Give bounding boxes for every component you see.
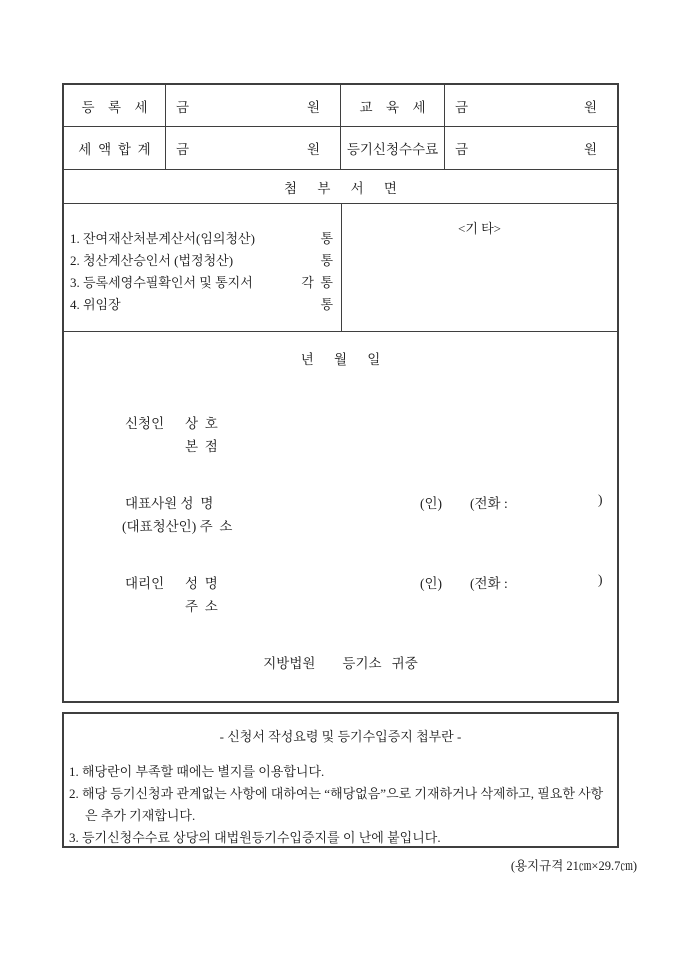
instructions-title: - 신청서 작성요령 및 등기수입증지 첩부란 - (219, 729, 462, 744)
amount-prefix: 금 (176, 142, 190, 157)
application-fee-label: 등기신청수수료 (341, 127, 445, 169)
instruction-item: 2. 해당 등기신청과 관계없는 사항에 대하여는 “해당없음”으로 기재하거나 삭제하고, 필요한 사항은 추가 기재합니다. (69, 786, 604, 823)
attachments-row (64, 204, 617, 332)
amount-suffix: 원 (583, 142, 597, 157)
amount-suffix: 원 (583, 99, 597, 115)
registration-tax-amount-field (166, 85, 341, 126)
paper-size-note: (용지규격 21㎝×29.7㎝) (510, 859, 637, 873)
attachment-count: 통 (320, 253, 333, 268)
agent-address-label: 주 소 (185, 599, 218, 614)
instructions-list (64, 761, 617, 849)
date-line: 년 월 일 (300, 352, 381, 367)
application-body (64, 332, 617, 697)
tax-row-total (64, 127, 617, 170)
registration-tax-label: 등 록 세 (64, 85, 166, 126)
registration-form-table (62, 83, 619, 703)
agent-phone-close: ) (598, 572, 603, 587)
amount-suffix: 원 (306, 142, 320, 157)
etc-cell (342, 204, 617, 331)
representative-seal-label: (인) (420, 496, 443, 511)
head-office-label: 본 점 (185, 439, 218, 454)
attachment-name: 2. 청산계산승인서 (법정청산) (70, 253, 234, 268)
education-tax-amount-field (445, 85, 617, 126)
agent-phone-label: (전화 : (470, 576, 508, 591)
instruction-item: 3. 등기신청수수료 상당의 대법원등기수입증지를 이 난에 붙입니다. (69, 830, 441, 845)
attachment-name: 3. 등록세영수필확인서 및 통지서 (70, 275, 253, 290)
agent-label: 대리인 (125, 576, 165, 591)
attachments-list (64, 204, 342, 331)
tax-total-amount-field (166, 127, 341, 169)
amount-prefix: 금 (176, 99, 190, 115)
agent-name-label: 성 명 (185, 576, 218, 591)
amount-prefix: 금 (455, 142, 469, 157)
attachment-count: 통 (320, 297, 333, 312)
agent-seal-label: (인) (420, 576, 443, 591)
attachment-name: 4. 위임장 (70, 297, 121, 312)
attachment-name: 1. 잔여재산처분계산서(임의청산) (70, 231, 255, 246)
applicant-label: 신청인 (125, 416, 165, 431)
attachments-header: 첨 부 서 면 (284, 180, 397, 196)
instructions-box (62, 712, 619, 848)
representative-name-label: 대표사원 성 명 (125, 496, 214, 511)
etc-label: <기 타> (457, 221, 502, 236)
trade-name-label: 상 호 (185, 416, 218, 431)
attachment-count: 통 (320, 231, 333, 246)
tax-row-registration (64, 85, 617, 127)
attachment-item (70, 294, 333, 316)
education-tax-label: 교 육 세 (341, 85, 445, 126)
attachment-count: 각 통 (301, 275, 333, 290)
representative-phone-close: ) (598, 492, 603, 507)
attachment-item (70, 272, 333, 294)
attachments-header-row (64, 170, 617, 204)
amount-prefix: 금 (455, 99, 469, 115)
amount-suffix: 원 (306, 99, 320, 115)
tax-total-label: 세 액 합 계 (64, 127, 166, 169)
attachment-item (70, 228, 333, 250)
attachment-item (70, 250, 333, 272)
court-addressee-line: 지방법원 등기소 귀중 (263, 656, 418, 671)
representative-address-label: (대표청산인) 주 소 (122, 519, 233, 534)
instruction-item: 1. 해당란이 부족할 때에는 별지를 이용합니다. (69, 764, 325, 779)
representative-phone-label: (전화 : (470, 496, 508, 511)
application-fee-amount-field (445, 127, 617, 169)
